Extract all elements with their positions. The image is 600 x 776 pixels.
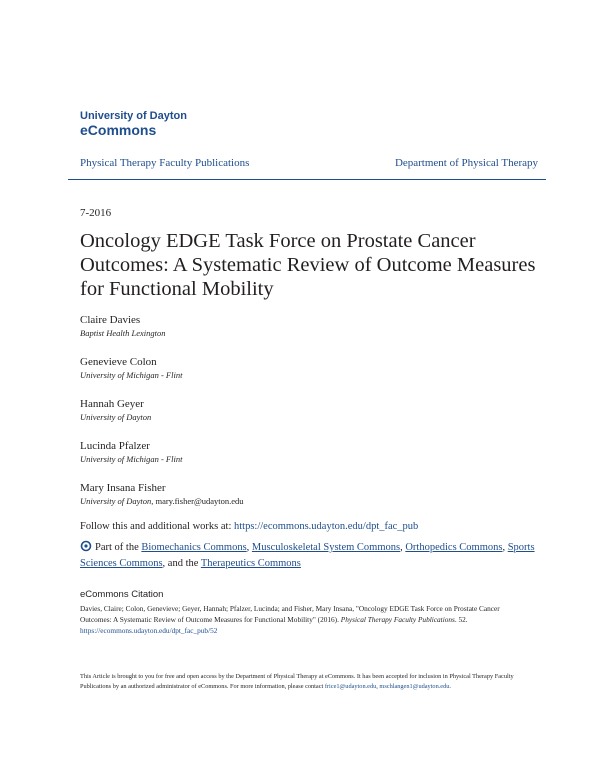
author-name: Lucinda Pfalzer xyxy=(80,440,150,452)
author-name: Hannah Geyer xyxy=(80,398,144,410)
author-affiliation: University of Dayton xyxy=(80,412,152,422)
author-email: mary.fisher@udayton.edu xyxy=(155,496,244,506)
sep: , xyxy=(376,683,380,690)
author-affiliation: University of Michigan - Flint xyxy=(80,454,183,464)
citation-journal: Physical Therapy Faculty Publications xyxy=(340,615,455,624)
commons-link-therapeutics[interactable]: Therapeutics Commons xyxy=(200,558,301,569)
citation-suffix: . 52. xyxy=(454,615,468,624)
follow-label: Follow this and additional works at: xyxy=(80,521,234,532)
contact-email-1[interactable]: frice1@udayton.edu xyxy=(324,683,377,690)
author-name: Claire Davies xyxy=(80,314,141,326)
faculty-publications-link[interactable]: Physical Therapy Faculty Publications xyxy=(80,157,250,169)
partof-prefix: Part of the xyxy=(95,542,142,553)
author-name: Mary Insana Fisher xyxy=(80,482,166,494)
part-of-commons xyxy=(80,540,550,571)
sep: , xyxy=(400,542,406,553)
publication-date: 7-2016 xyxy=(80,207,112,219)
contact-email-2[interactable]: mschlangen1@udayton.edu xyxy=(379,683,450,690)
article-title: Oncology EDGE Task Force on Prostate Cancer Outcomes: A Systematic Review of Outcome Measures for Functional Mobility xyxy=(80,230,536,300)
department-link[interactable]: Department of Physical Therapy xyxy=(394,157,538,169)
sep: , xyxy=(246,542,252,553)
affiliation-sep: , xyxy=(151,496,156,506)
author-affiliation: Baptist Health Lexington xyxy=(80,328,166,338)
author-entry xyxy=(80,398,244,423)
notice-end: . xyxy=(449,683,451,690)
and-the: , and the xyxy=(162,558,201,569)
network-icon xyxy=(80,540,92,557)
citation-text xyxy=(80,603,530,636)
author-name: Genevieve Colon xyxy=(80,356,157,368)
affiliation-text: University of Dayton xyxy=(80,496,152,506)
citation-main: Davies, Claire; Colon, Genevieve; Geyer, Hannah; Pfalzer, Lucinda; and Fisher, Mary Insana, "Oncology EDGE Task Force on Prostate Cancer Outcomes: A Systematic Review of Outcome Measures for Functional Mobility" (2016). xyxy=(80,604,500,624)
ecommons-logo-text[interactable]: eCommons xyxy=(80,122,157,138)
citation-url-link[interactable]: https://ecommons.udayton.edu/dpt_fac_pub/52 xyxy=(80,626,218,635)
commons-link-sports-sciences[interactable]: Sports Sciences Commons xyxy=(80,542,535,569)
author-entry xyxy=(80,440,244,465)
sep: , xyxy=(502,542,508,553)
university-name: University of Dayton xyxy=(80,110,187,122)
citation-heading: eCommons Citation xyxy=(80,589,164,600)
commons-link-biomechanics[interactable]: Biomechanics Commons xyxy=(141,542,247,553)
author-list xyxy=(80,314,244,524)
author-entry xyxy=(80,482,244,507)
header-divider xyxy=(68,179,546,180)
notice-text: This Article is brought to you for free and open access by the Department of Physical Therapy at eCommons. It has been accepted for inclusion in Physical Therapy Faculty Publications by an authorized administrator of eCommons. For more information, please contact xyxy=(80,673,514,690)
author-affiliation: University of Michigan - Flint xyxy=(80,370,183,380)
access-notice xyxy=(80,672,520,692)
commons-link-musculoskeletal[interactable]: Musculoskeletal System Commons xyxy=(251,542,401,553)
follow-line xyxy=(80,521,418,532)
author-affiliation xyxy=(80,495,244,507)
author-entry xyxy=(80,314,244,339)
follow-url-link[interactable]: https://ecommons.udayton.edu/dpt_fac_pub xyxy=(234,521,419,532)
author-entry xyxy=(80,356,244,381)
commons-link-orthopedics[interactable]: Orthopedics Commons xyxy=(405,542,503,553)
